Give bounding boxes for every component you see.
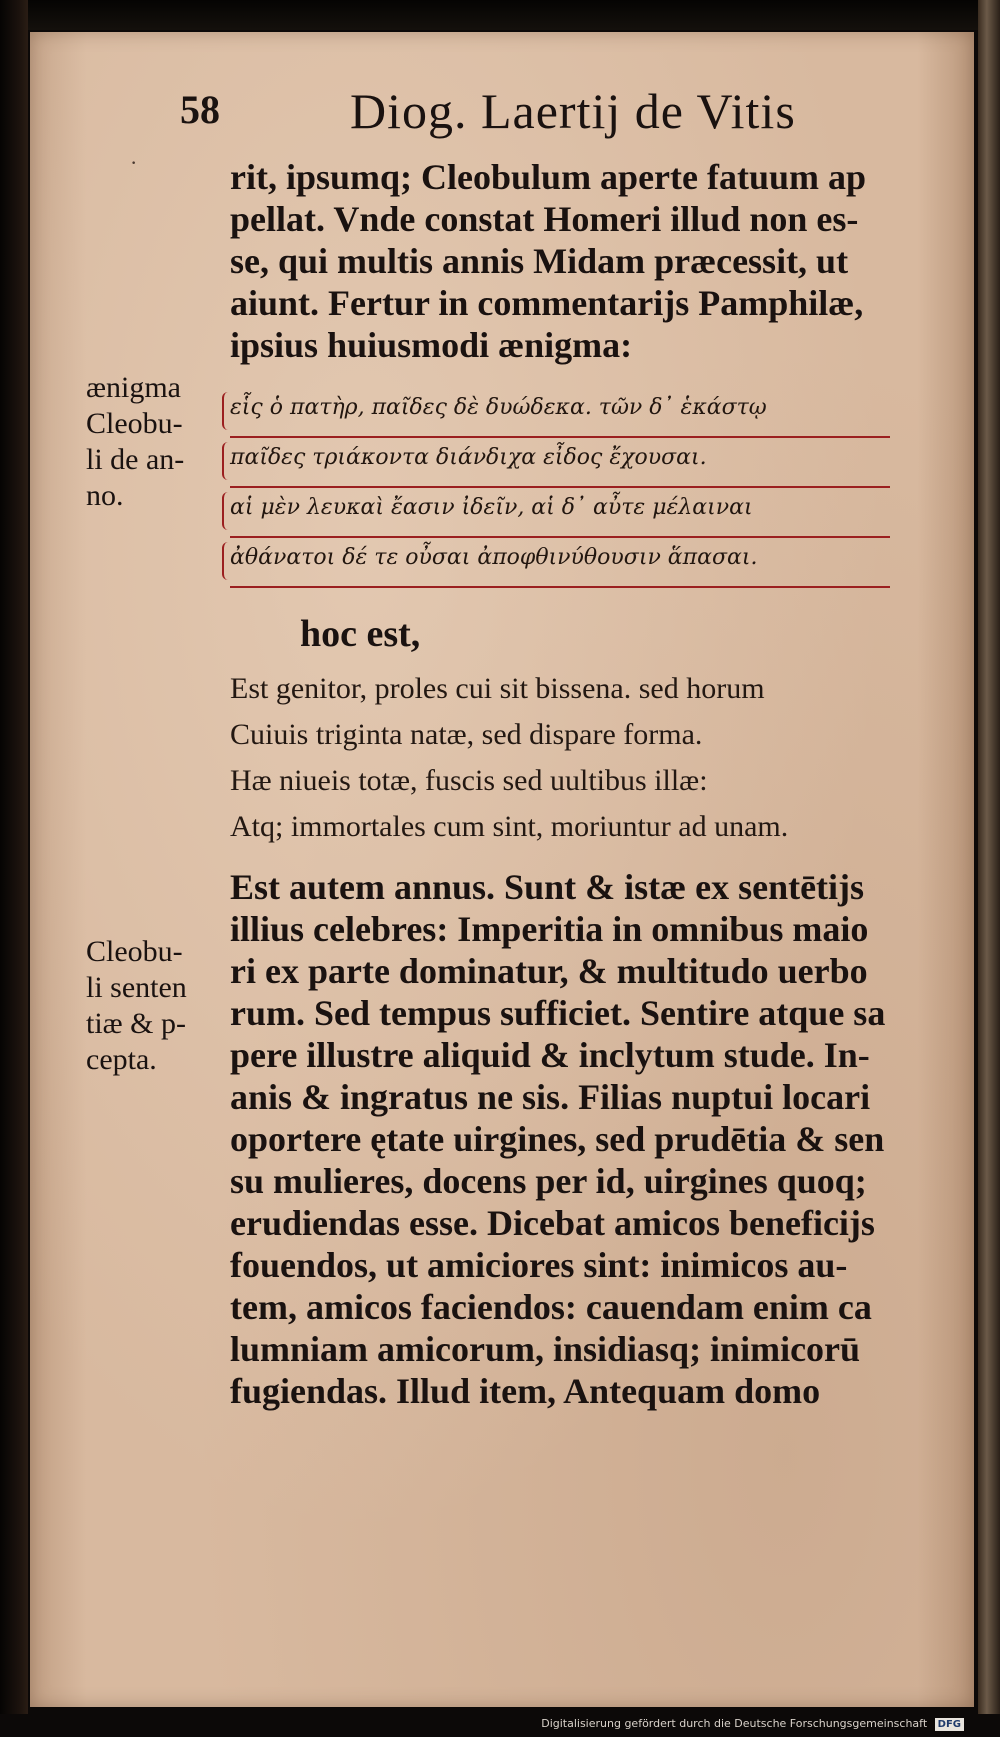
margin-note-line: tiæ & p- bbox=[86, 1007, 187, 1040]
text-line: se, qui multis annis Midam præcessit, ut bbox=[230, 241, 849, 281]
text-line: su mulieres, docens per id, uirgines quoq; bbox=[230, 1161, 867, 1201]
margin-note-line: cepta. bbox=[86, 1043, 157, 1076]
book-edge-right bbox=[978, 0, 1000, 1737]
verse-line: Atq; immortales cum sint, moriuntur ad unam. bbox=[230, 810, 789, 843]
text-line: oportere ętate uirgines, sed prudētia & sen bbox=[230, 1119, 885, 1159]
book-edge-left bbox=[0, 0, 28, 1737]
digitization-credit-text: Digitalisierung gefördert durch die Deutsche Forschungsgemeinschaft bbox=[541, 1717, 928, 1730]
margin-note-line: ænigma bbox=[86, 371, 181, 404]
verse-line: Est genitor, proles cui sit bissena. sed horum bbox=[230, 672, 765, 705]
page-header bbox=[180, 83, 940, 148]
greek-line: αἱ μὲν λευκαὶ ἔασιν ἰδεῖν, αἱ δ᾽ αὖτε μέλαιναι bbox=[230, 488, 890, 538]
footer-strip bbox=[0, 1714, 1000, 1737]
text-line: pere illustre aliquid & inclytum stude. In- bbox=[230, 1035, 870, 1075]
running-title: Diog. Laertij de Vitis bbox=[350, 83, 796, 139]
text-line: fouendos, ut amiciores sint: inimicos au- bbox=[230, 1245, 848, 1285]
text-line: aiunt. Fertur in commentarijs Pamphilæ, bbox=[230, 283, 864, 323]
verse-line: Hæ niueis totæ, fuscis sed uultibus illæ: bbox=[230, 764, 708, 797]
text-line: rum. Sed tempus sufficiet. Sentire atque sa bbox=[230, 993, 886, 1033]
margin-note-line: Cleobu- bbox=[86, 407, 183, 440]
greek-line: εἷς ὁ πατὴρ, παῖδες δὲ δυώδεκα. τῶν δ᾽ ἑκάστῳ bbox=[230, 388, 890, 438]
prose-bottom bbox=[230, 866, 930, 1412]
greek-line: ἀθάνατοι δέ τε οὖσαι ἀποφθινύθουσιν ἅπασαι. bbox=[230, 538, 890, 588]
greek-line: παῖδες τριάκοντα διάνδιχα εἶδος ἔχουσαι. bbox=[230, 438, 890, 488]
margin-note-aenigma bbox=[86, 370, 218, 514]
dfg-logo-icon: DFG bbox=[935, 1718, 964, 1731]
stray-mark: · bbox=[130, 150, 138, 175]
margin-note-line: li senten bbox=[86, 971, 187, 1004]
latin-verse bbox=[230, 666, 930, 850]
text-line: rit, ipsumq; Cleobulum aperte fatuum ap bbox=[230, 157, 867, 197]
digitization-credit bbox=[541, 1717, 964, 1731]
margin-note-line: Cleobu- bbox=[86, 935, 183, 968]
prose-top bbox=[230, 156, 930, 366]
text-line: pellat. Vnde constat Homeri illud non es- bbox=[230, 199, 859, 239]
hoc-est-heading: hoc est, bbox=[300, 613, 421, 655]
text-line: erudiendas esse. Dicebat amicos beneficijs bbox=[230, 1203, 875, 1243]
text-line: ipsius huiusmodi ænigma: bbox=[230, 325, 633, 365]
verse-line: Cuiuis triginta natæ, sed dispare forma. bbox=[230, 718, 703, 751]
margin-note-line: no. bbox=[86, 479, 124, 512]
greek-verse bbox=[230, 388, 890, 588]
book-edge-top bbox=[0, 0, 1000, 30]
margin-note-line: li de an- bbox=[86, 443, 185, 476]
text-line: fugiendas. Illud item, Antequam domo bbox=[230, 1371, 821, 1411]
text-line: ri ex parte dominatur, & multitudo uerbo bbox=[230, 951, 868, 991]
margin-note-sententiae bbox=[86, 934, 218, 1078]
text-line: Est autem annus. Sunt & istæ ex sentētijs bbox=[230, 867, 865, 907]
page-number: 58 bbox=[180, 87, 220, 132]
text-line: tem, amicos faciendos: cauendam enim ca bbox=[230, 1287, 872, 1327]
text-line: anis & ingratus ne sis. Filias nuptui locari bbox=[230, 1077, 871, 1117]
text-line: illius celebres: Imperitia in omnibus maio bbox=[230, 909, 869, 949]
text-line: lumniam amicorum, insidiasq; inimicorū bbox=[230, 1329, 861, 1369]
